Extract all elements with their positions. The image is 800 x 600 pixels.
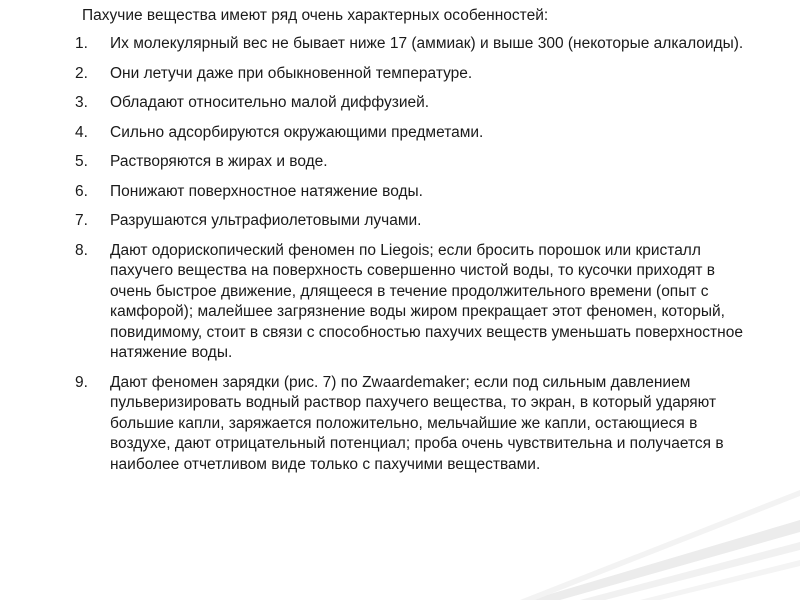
list-item-text: Дают феномен зарядки (рис. 7) по Zwaardemaker; если под сильным давлением пульверизировать водный раствор пахучего вещества, то экран, в который ударяют большие капли, заряжается положительно, мельчайшие же капли, остающиеся в воздухе, дают отрицательный потенциал; проба очень чувствительна и получается в наиболее отчетливом виде только с пахучими веществами.: [110, 373, 724, 473]
list-item-text: Понижают поверхностное натяжение воды.: [110, 182, 423, 200]
list-item: [0, 34, 760, 55]
list-item: [0, 93, 760, 114]
list-item: [0, 152, 760, 173]
list-item: [0, 123, 760, 144]
list-item-text: Разрушаются ультрафиолетовыми лучами.: [110, 212, 422, 229]
list-item: [0, 373, 760, 476]
slide-content: [0, 6, 760, 484]
list-item-number: 9.: [75, 373, 88, 391]
list-item: [0, 64, 760, 85]
list-item-number: 6.: [75, 182, 88, 200]
list-item: [0, 211, 760, 232]
list-item-text: Обладают относительно малой диффузией.: [110, 94, 430, 111]
list-item-text: Они летучи даже при обыкновенной температуре.: [110, 64, 473, 82]
list-item-number: 1.: [75, 35, 88, 52]
corner-stripes-decoration: [520, 480, 800, 600]
list-item-text: Их молекулярный вес не бывает ниже 17 (аммиак) и выше 300 (некоторые алкалоиды).: [110, 35, 744, 52]
features-list: [0, 34, 760, 475]
list-item-number: 3.: [75, 94, 88, 111]
list-item-number: 4.: [75, 123, 88, 141]
list-item: [0, 182, 760, 203]
slide-heading: Пахучие вещества имеют ряд очень характерных особенностей:: [82, 7, 549, 24]
list-item-text: Дают одорископический феномен по Liegois; если бросить порошок или кристалл пахучего вещества на поверхность совершенно чистой воды, то кусочки приходят в очень быстрое движение, длящееся в течение продолжительного времени (опыт с камфорой); малейшее загрязнение воды жиром прекращает этот феномен, который, повидимому, стоит в связи с способностью пахучих веществ уменьшать поверхностное натяжение воды.: [110, 241, 743, 361]
list-item-number: 8.: [75, 241, 88, 259]
list-item-number: 5.: [75, 153, 88, 170]
list-item-text: Растворяются в жирах и воде.: [110, 153, 328, 170]
list-item: [0, 241, 760, 364]
list-item-number: 7.: [75, 212, 88, 229]
list-item-number: 2.: [75, 64, 88, 82]
list-item-text: Сильно адсорбируются окружающими предметами.: [110, 123, 484, 141]
